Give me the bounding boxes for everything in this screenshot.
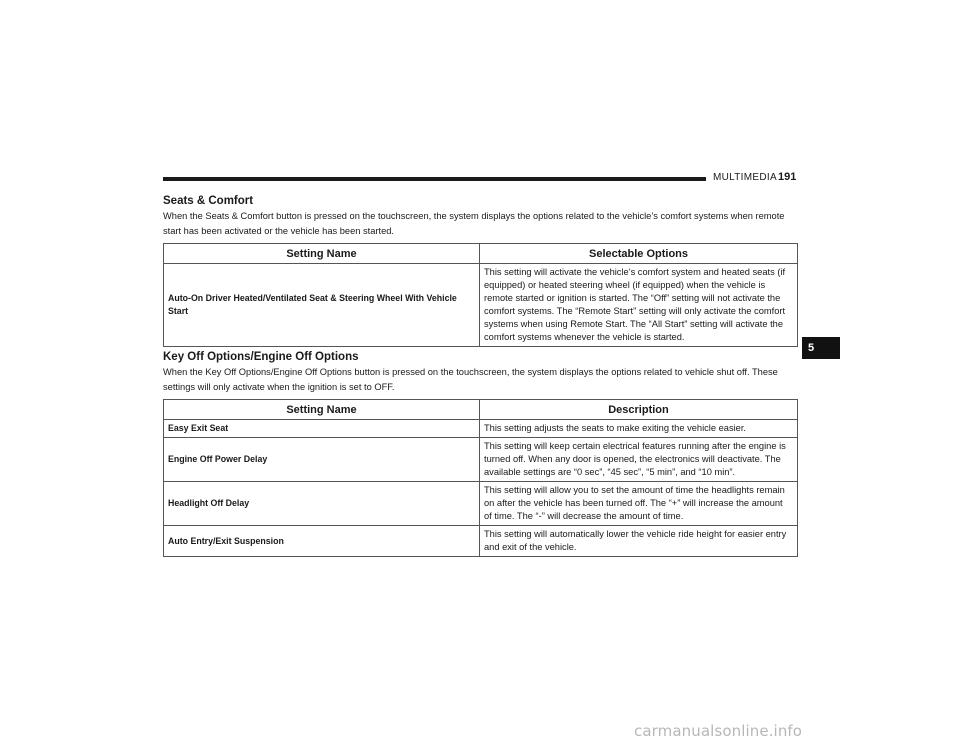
setting-description: This setting will activate the vehicle’s comfort system and heated seats (if equipped) or heated steering wheel (if equipped) when the vehicle is remote started or ignition is started. The “Off” setting will not activate the comfort systems. The “Remote Start” setting will only activate the comfort systems when using Remote Start. The “All Start” setting will activate the comfort systems whenever the vehicle is started.: [480, 264, 798, 347]
seats-comfort-table: [163, 243, 798, 347]
setting-name: Engine Off Power Delay: [164, 438, 480, 482]
seats-comfort-intro: When the Seats & Comfort button is pressed on the touchscreen, the system displays the options related to the vehicle’s comfort systems when remote start has been activated or the vehicle has been started.: [163, 211, 785, 236]
table-row: [164, 420, 798, 438]
setting-description: This setting will keep certain electrical features running after the engine is turned off. When any door is opened, the electronics will deactivate. The available settings are “0 sec”, “45 sec”, “5 min”, and “10 min”.: [480, 438, 798, 482]
setting-name: Easy Exit Seat: [164, 420, 480, 438]
page-number: 191: [778, 171, 797, 183]
table-header-row: [164, 400, 798, 420]
table-row: [164, 482, 798, 526]
table-row: [164, 438, 798, 482]
setting-description: This setting adjusts the seats to make exiting the vehicle easier.: [480, 420, 798, 438]
watermark: carmanualsonline.info: [634, 722, 803, 740]
header-rule: [163, 177, 706, 181]
setting-name: Auto Entry/Exit Suspension: [164, 526, 480, 557]
seats-comfort-heading: Seats & Comfort: [163, 195, 254, 207]
chapter-number: 5: [808, 342, 815, 354]
header-section-title: MULTIMEDIA: [713, 172, 777, 183]
key-off-heading: Key Off Options/Engine Off Options: [163, 351, 359, 363]
table-row: [164, 526, 798, 557]
setting-name: Auto-On Driver Heated/Ventilated Seat & Steering Wheel With Vehicle Start: [164, 264, 480, 347]
setting-description: This setting will allow you to set the amount of time the headlights remain on after the vehicle has been turned off. The “+” will increase the amount of time. The “-” will decrease the amount of time.: [480, 482, 798, 526]
chapter-tab: [802, 337, 840, 359]
key-off-table: [163, 399, 798, 557]
key-off-intro: When the Key Off Options/Engine Off Options button is pressed on the touchscreen, the system displays the options related to vehicle shut off. These settings will only activate when the ignition is set to OFF.: [163, 367, 778, 392]
column-header: Selectable Options: [480, 244, 798, 264]
table-row: [164, 264, 798, 347]
column-header: Setting Name: [164, 400, 480, 420]
setting-description: This setting will automatically lower the vehicle ride height for easier entry and exit of the vehicle.: [480, 526, 798, 557]
column-header: Setting Name: [164, 244, 480, 264]
table-header-row: [164, 244, 798, 264]
column-header: Description: [480, 400, 798, 420]
setting-name: Headlight Off Delay: [164, 482, 480, 526]
